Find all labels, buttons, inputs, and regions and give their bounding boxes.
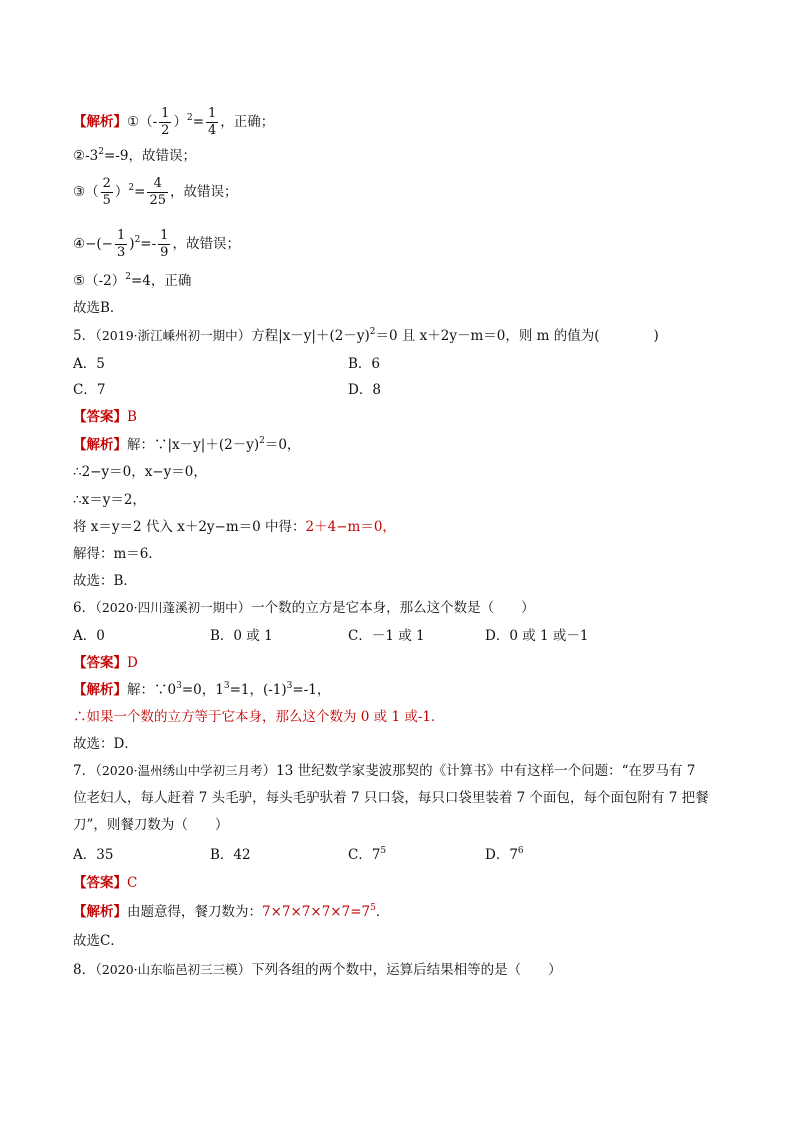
q7-stem-line-3: 刀”，则餐刀数为（ ）	[73, 817, 229, 833]
q4-analysis-line-2: $②-3^2=-9$，故错误；	[73, 147, 196, 164]
q5-stem: 5．（2019·浙江嵊州初一期中）方程$|x-y|+(2-y)^2=0$ 且 x＋2y－m＝0，则 m 的值为( )	[73, 327, 659, 344]
fraction: $\frac{1}{2}$	[161, 106, 170, 138]
option-c: C．$7^5$	[348, 846, 387, 863]
q7-analysis: 【解析】由题意得，餐刀数为：$7\times 7\times 7\times 7\times 7=7^5$．	[73, 903, 390, 920]
option-c: C．－1 或 1	[348, 628, 425, 644]
q7-answer: 【答案】C	[73, 875, 138, 891]
fraction: $\frac{1}{9}$	[160, 228, 169, 260]
analysis-tag: 【解析】	[73, 114, 127, 130]
option-c: C．7	[73, 382, 106, 398]
q5-options-row-1	[73, 355, 673, 373]
q5-analysis-line-1: 【解析】解：$\because|x-y|+(2-y)^2=0$，	[73, 436, 301, 453]
q6-options	[73, 627, 713, 645]
question-source: 2020·温州绣山中学初三月考	[101, 763, 263, 778]
fraction: $\frac{1}{4}$	[208, 106, 217, 138]
q6-analysis-line-2: ∴如果一个数的立方等于它本身，那么这个数为 0 或 1 或-1．	[73, 709, 445, 725]
question-source: 2020·四川蓬溪初一期中	[101, 600, 238, 615]
q5-choose: 故选：B．	[73, 573, 137, 589]
q8-stem: 8．（2020·山东临邑初三三模）下列各组的两个数中，运算后结果相等的是（ ）	[73, 962, 562, 978]
question-source: 2020·山东临邑初三三模	[101, 962, 238, 977]
q4-analysis-line-1: 【解析】①（- $\frac{1}{2}$ ）$^2$= $\frac{1}{4}$ ，正确；	[73, 106, 275, 138]
option-b: B．0 或 1	[210, 628, 273, 644]
q4-analysis-line-3: ③（ $\frac{2}{5}$ ）$^2$= $\frac{4}{25}$ ，故错误；	[73, 176, 238, 208]
fraction: $\frac{1}{3}$	[117, 228, 126, 260]
q5-analysis-line-3: ∴x＝y＝2，	[73, 492, 146, 508]
option-a: A．5	[73, 356, 105, 372]
option-b: B．42	[210, 847, 251, 863]
q7-options	[73, 846, 713, 864]
fraction: $\frac{4}{25}$	[149, 176, 166, 208]
q5-analysis-line-5: 解得：m＝6．	[73, 546, 162, 562]
q5-options-row-2	[73, 381, 673, 399]
q6-answer: 【答案】D	[73, 655, 138, 671]
q7-stem-line-1: 7．（2020·温州绣山中学初三月考）13 世纪数学家斐波那契的《计算书》中有这样一个问题：“在罗马有 7	[73, 763, 696, 779]
q5-analysis-line-4: 将 x＝y＝2 代入 x＋2y−m＝0 中得：2＋4−m＝0，	[73, 519, 396, 535]
q7-stem-line-2: 位老妇人，每人赶着 7 头毛驴，每头毛驴驮着 7 只口袋，每只口袋里装着 7 个面包，每个面包附有 7 把餐	[73, 790, 709, 806]
q5-answer: 【答案】B	[73, 409, 137, 425]
q7-choose: 故选C．	[73, 933, 124, 949]
q4-analysis-line-4: ④−(− $\frac{1}{3}$ )$^2$=- $\frac{1}{9}$ ，故错误；	[73, 228, 240, 260]
question-source: 2019·浙江嵊州初一期中	[101, 328, 238, 343]
option-d: D．0 或 1 或－1	[485, 628, 589, 644]
q4-analysis-line-5: $⑤(-2)^2=4$，正确	[73, 272, 192, 289]
option-a: A．35	[73, 847, 114, 863]
option-b: B．6	[348, 356, 381, 372]
fraction: $\frac{2}{5}$	[102, 176, 111, 208]
option-d: D．8	[348, 382, 381, 398]
q6-stem: 6．（2020·四川蓬溪初一期中）一个数的立方是它本身，那么这个数是（ ）	[73, 600, 535, 616]
q6-choose: 故选：D．	[73, 736, 138, 752]
q4-choose: 故选B．	[73, 300, 124, 316]
option-d: D．$7^6$	[485, 846, 524, 863]
option-a: A．0	[73, 628, 105, 644]
q5-analysis-line-2: ∴2−y＝0，x−y＝0，	[73, 464, 207, 480]
q6-analysis-line-1: 【解析】解：$\because 0^3=0$，$1^3=1$，$(-1)^3=-1$，	[73, 681, 331, 698]
